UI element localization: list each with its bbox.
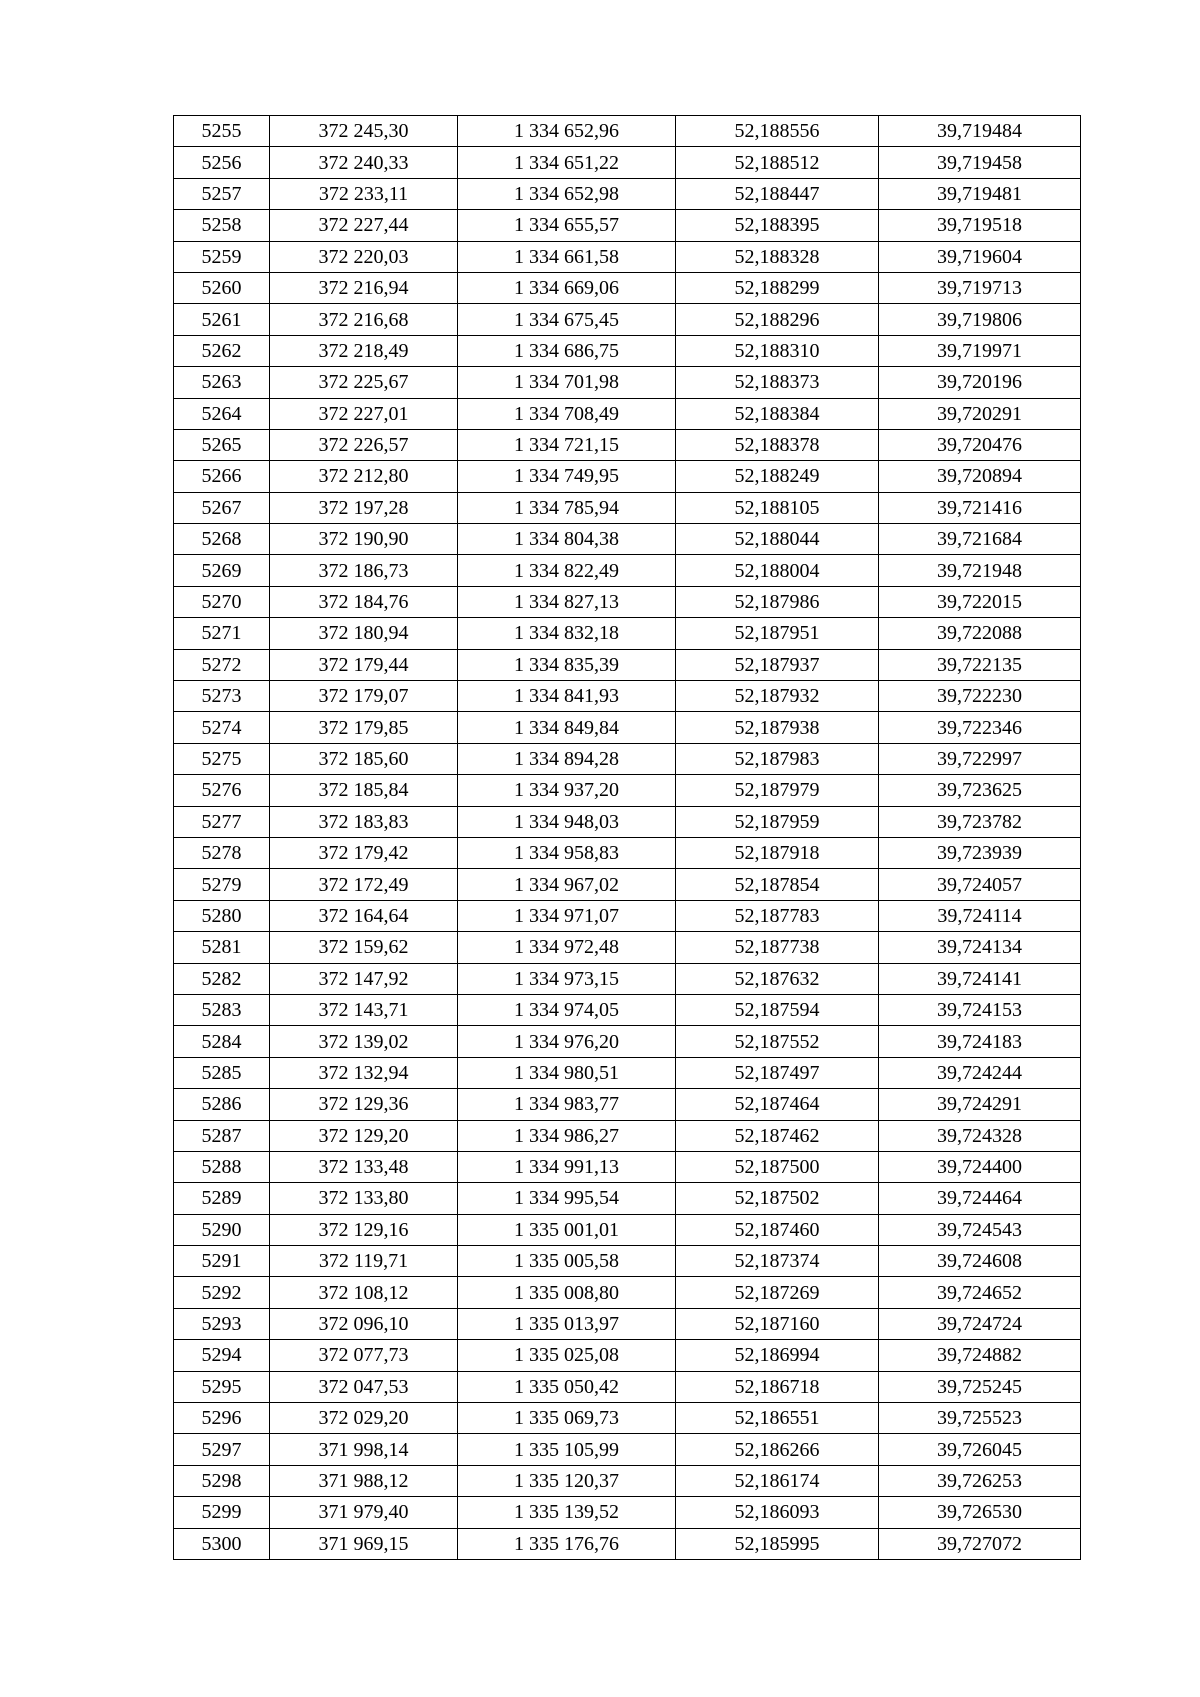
- longitude-cell: 39,724882: [879, 1340, 1081, 1371]
- latitude-cell: 52,187464: [676, 1089, 879, 1120]
- y-coordinate-cell: 1 334 986,27: [458, 1120, 676, 1151]
- y-coordinate-cell: 1 334 652,98: [458, 178, 676, 209]
- table-row: [174, 147, 1081, 178]
- longitude-cell: 39,725245: [879, 1371, 1081, 1402]
- x-coordinate-cell: 372 226,57: [270, 429, 458, 460]
- table-row: [174, 775, 1081, 806]
- point-number-cell: 5291: [174, 1246, 270, 1277]
- longitude-cell: 39,726253: [879, 1465, 1081, 1496]
- latitude-cell: 52,188328: [676, 241, 879, 272]
- table-row: [174, 1089, 1081, 1120]
- x-coordinate-cell: 372 119,71: [270, 1246, 458, 1277]
- latitude-cell: 52,186174: [676, 1465, 879, 1496]
- y-coordinate-cell: 1 334 894,28: [458, 743, 676, 774]
- longitude-cell: 39,724724: [879, 1308, 1081, 1339]
- point-number-cell: 5269: [174, 555, 270, 586]
- table-row: [174, 1120, 1081, 1151]
- longitude-cell: 39,727072: [879, 1528, 1081, 1559]
- table-row: [174, 524, 1081, 555]
- y-coordinate-cell: 1 334 972,48: [458, 932, 676, 963]
- latitude-cell: 52,187938: [676, 712, 879, 743]
- table-row: [174, 963, 1081, 994]
- x-coordinate-cell: 372 143,71: [270, 994, 458, 1025]
- table-row: [174, 1497, 1081, 1528]
- point-number-cell: 5276: [174, 775, 270, 806]
- y-coordinate-cell: 1 334 721,15: [458, 429, 676, 460]
- point-number-cell: 5289: [174, 1183, 270, 1214]
- latitude-cell: 52,186551: [676, 1403, 879, 1434]
- longitude-cell: 39,724153: [879, 994, 1081, 1025]
- latitude-cell: 52,187937: [676, 649, 879, 680]
- y-coordinate-cell: 1 334 974,05: [458, 994, 676, 1025]
- y-coordinate-cell: 1 334 973,15: [458, 963, 676, 994]
- x-coordinate-cell: 372 225,67: [270, 367, 458, 398]
- x-coordinate-cell: 372 077,73: [270, 1340, 458, 1371]
- y-coordinate-cell: 1 334 967,02: [458, 869, 676, 900]
- table-row: [174, 1340, 1081, 1371]
- y-coordinate-cell: 1 334 822,49: [458, 555, 676, 586]
- longitude-cell: 39,719713: [879, 272, 1081, 303]
- latitude-cell: 52,187462: [676, 1120, 879, 1151]
- latitude-cell: 52,188373: [676, 367, 879, 398]
- y-coordinate-cell: 1 334 983,77: [458, 1089, 676, 1120]
- longitude-cell: 39,724328: [879, 1120, 1081, 1151]
- table-row: [174, 1057, 1081, 1088]
- latitude-cell: 52,186093: [676, 1497, 879, 1528]
- x-coordinate-cell: 372 186,73: [270, 555, 458, 586]
- x-coordinate-cell: 372 220,03: [270, 241, 458, 272]
- point-number-cell: 5267: [174, 492, 270, 523]
- point-number-cell: 5290: [174, 1214, 270, 1245]
- longitude-cell: 39,719518: [879, 210, 1081, 241]
- y-coordinate-cell: 1 334 827,13: [458, 586, 676, 617]
- y-coordinate-cell: 1 334 675,45: [458, 304, 676, 335]
- point-number-cell: 5257: [174, 178, 270, 209]
- table-row: [174, 586, 1081, 617]
- table-row: [174, 1434, 1081, 1465]
- table-row: [174, 398, 1081, 429]
- x-coordinate-cell: 372 197,28: [270, 492, 458, 523]
- x-coordinate-cell: 372 216,94: [270, 272, 458, 303]
- x-coordinate-cell: 372 164,64: [270, 900, 458, 931]
- point-number-cell: 5285: [174, 1057, 270, 1088]
- y-coordinate-cell: 1 335 005,58: [458, 1246, 676, 1277]
- latitude-cell: 52,187160: [676, 1308, 879, 1339]
- y-coordinate-cell: 1 334 652,96: [458, 116, 676, 147]
- table-row: [174, 837, 1081, 868]
- y-coordinate-cell: 1 335 013,97: [458, 1308, 676, 1339]
- longitude-cell: 39,726530: [879, 1497, 1081, 1528]
- point-number-cell: 5259: [174, 241, 270, 272]
- table-row: [174, 304, 1081, 335]
- coordinates-table: [173, 115, 1081, 1560]
- latitude-cell: 52,188296: [676, 304, 879, 335]
- longitude-cell: 39,722230: [879, 681, 1081, 712]
- point-number-cell: 5292: [174, 1277, 270, 1308]
- point-number-cell: 5266: [174, 461, 270, 492]
- latitude-cell: 52,188249: [676, 461, 879, 492]
- table-row: [174, 649, 1081, 680]
- table-row: [174, 1183, 1081, 1214]
- latitude-cell: 52,187951: [676, 618, 879, 649]
- latitude-cell: 52,187500: [676, 1151, 879, 1182]
- y-coordinate-cell: 1 334 948,03: [458, 806, 676, 837]
- table-row: [174, 1214, 1081, 1245]
- table-row: [174, 461, 1081, 492]
- table-row: [174, 900, 1081, 931]
- point-number-cell: 5272: [174, 649, 270, 680]
- x-coordinate-cell: 372 212,80: [270, 461, 458, 492]
- coordinates-table-body: [174, 116, 1081, 1560]
- x-coordinate-cell: 372 179,07: [270, 681, 458, 712]
- longitude-cell: 39,719458: [879, 147, 1081, 178]
- y-coordinate-cell: 1 335 120,37: [458, 1465, 676, 1496]
- latitude-cell: 52,187932: [676, 681, 879, 712]
- table-row: [174, 1246, 1081, 1277]
- longitude-cell: 39,725523: [879, 1403, 1081, 1434]
- x-coordinate-cell: 372 245,30: [270, 116, 458, 147]
- latitude-cell: 52,186718: [676, 1371, 879, 1402]
- point-number-cell: 5296: [174, 1403, 270, 1434]
- y-coordinate-cell: 1 334 991,13: [458, 1151, 676, 1182]
- longitude-cell: 39,724464: [879, 1183, 1081, 1214]
- point-number-cell: 5282: [174, 963, 270, 994]
- longitude-cell: 39,724400: [879, 1151, 1081, 1182]
- y-coordinate-cell: 1 334 995,54: [458, 1183, 676, 1214]
- x-coordinate-cell: 372 129,20: [270, 1120, 458, 1151]
- table-row: [174, 932, 1081, 963]
- point-number-cell: 5255: [174, 116, 270, 147]
- x-coordinate-cell: 372 133,80: [270, 1183, 458, 1214]
- table-row: [174, 367, 1081, 398]
- x-coordinate-cell: 372 227,01: [270, 398, 458, 429]
- x-coordinate-cell: 372 179,85: [270, 712, 458, 743]
- x-coordinate-cell: 372 129,16: [270, 1214, 458, 1245]
- longitude-cell: 39,724141: [879, 963, 1081, 994]
- y-coordinate-cell: 1 335 001,01: [458, 1214, 676, 1245]
- latitude-cell: 52,187983: [676, 743, 879, 774]
- longitude-cell: 39,720291: [879, 398, 1081, 429]
- point-number-cell: 5281: [174, 932, 270, 963]
- longitude-cell: 39,723782: [879, 806, 1081, 837]
- latitude-cell: 52,187552: [676, 1026, 879, 1057]
- x-coordinate-cell: 372 108,12: [270, 1277, 458, 1308]
- x-coordinate-cell: 372 233,11: [270, 178, 458, 209]
- x-coordinate-cell: 372 185,60: [270, 743, 458, 774]
- longitude-cell: 39,724134: [879, 932, 1081, 963]
- y-coordinate-cell: 1 334 980,51: [458, 1057, 676, 1088]
- table-row: [174, 806, 1081, 837]
- longitude-cell: 39,720196: [879, 367, 1081, 398]
- x-coordinate-cell: 372 139,02: [270, 1026, 458, 1057]
- longitude-cell: 39,724652: [879, 1277, 1081, 1308]
- point-number-cell: 5288: [174, 1151, 270, 1182]
- latitude-cell: 52,188004: [676, 555, 879, 586]
- longitude-cell: 39,722135: [879, 649, 1081, 680]
- y-coordinate-cell: 1 334 971,07: [458, 900, 676, 931]
- y-coordinate-cell: 1 334 669,06: [458, 272, 676, 303]
- y-coordinate-cell: 1 334 841,93: [458, 681, 676, 712]
- table-row: [174, 1151, 1081, 1182]
- x-coordinate-cell: 371 998,14: [270, 1434, 458, 1465]
- y-coordinate-cell: 1 334 708,49: [458, 398, 676, 429]
- latitude-cell: 52,187783: [676, 900, 879, 931]
- longitude-cell: 39,720894: [879, 461, 1081, 492]
- latitude-cell: 52,187502: [676, 1183, 879, 1214]
- longitude-cell: 39,724608: [879, 1246, 1081, 1277]
- y-coordinate-cell: 1 334 661,58: [458, 241, 676, 272]
- longitude-cell: 39,724114: [879, 900, 1081, 931]
- x-coordinate-cell: 372 096,10: [270, 1308, 458, 1339]
- table-row: [174, 1026, 1081, 1057]
- longitude-cell: 39,724057: [879, 869, 1081, 900]
- x-coordinate-cell: 372 179,44: [270, 649, 458, 680]
- table-row: [174, 1465, 1081, 1496]
- y-coordinate-cell: 1 334 976,20: [458, 1026, 676, 1057]
- x-coordinate-cell: 372 147,92: [270, 963, 458, 994]
- latitude-cell: 52,187460: [676, 1214, 879, 1245]
- x-coordinate-cell: 372 183,83: [270, 806, 458, 837]
- x-coordinate-cell: 372 047,53: [270, 1371, 458, 1402]
- latitude-cell: 52,187269: [676, 1277, 879, 1308]
- table-row: [174, 1277, 1081, 1308]
- latitude-cell: 52,187374: [676, 1246, 879, 1277]
- point-number-cell: 5297: [174, 1434, 270, 1465]
- y-coordinate-cell: 1 335 069,73: [458, 1403, 676, 1434]
- longitude-cell: 39,719971: [879, 335, 1081, 366]
- latitude-cell: 52,188044: [676, 524, 879, 555]
- x-coordinate-cell: 371 988,12: [270, 1465, 458, 1496]
- x-coordinate-cell: 371 979,40: [270, 1497, 458, 1528]
- x-coordinate-cell: 372 179,42: [270, 837, 458, 868]
- latitude-cell: 52,187738: [676, 932, 879, 963]
- x-coordinate-cell: 372 159,62: [270, 932, 458, 963]
- table-row: [174, 681, 1081, 712]
- x-coordinate-cell: 372 227,44: [270, 210, 458, 241]
- longitude-cell: 39,724291: [879, 1089, 1081, 1120]
- point-number-cell: 5287: [174, 1120, 270, 1151]
- x-coordinate-cell: 372 132,94: [270, 1057, 458, 1088]
- table-row: [174, 994, 1081, 1025]
- latitude-cell: 52,188384: [676, 398, 879, 429]
- latitude-cell: 52,187986: [676, 586, 879, 617]
- y-coordinate-cell: 1 334 686,75: [458, 335, 676, 366]
- latitude-cell: 52,187918: [676, 837, 879, 868]
- point-number-cell: 5295: [174, 1371, 270, 1402]
- point-number-cell: 5284: [174, 1026, 270, 1057]
- table-row: [174, 555, 1081, 586]
- point-number-cell: 5275: [174, 743, 270, 774]
- point-number-cell: 5277: [174, 806, 270, 837]
- y-coordinate-cell: 1 335 008,80: [458, 1277, 676, 1308]
- y-coordinate-cell: 1 335 176,76: [458, 1528, 676, 1559]
- point-number-cell: 5265: [174, 429, 270, 460]
- x-coordinate-cell: 372 218,49: [270, 335, 458, 366]
- table-row: [174, 1403, 1081, 1434]
- longitude-cell: 39,722015: [879, 586, 1081, 617]
- latitude-cell: 52,188447: [676, 178, 879, 209]
- point-number-cell: 5258: [174, 210, 270, 241]
- longitude-cell: 39,721948: [879, 555, 1081, 586]
- point-number-cell: 5294: [174, 1340, 270, 1371]
- latitude-cell: 52,188395: [676, 210, 879, 241]
- longitude-cell: 39,722997: [879, 743, 1081, 774]
- longitude-cell: 39,721416: [879, 492, 1081, 523]
- longitude-cell: 39,724543: [879, 1214, 1081, 1245]
- longitude-cell: 39,722088: [879, 618, 1081, 649]
- point-number-cell: 5263: [174, 367, 270, 398]
- y-coordinate-cell: 1 335 105,99: [458, 1434, 676, 1465]
- y-coordinate-cell: 1 334 785,94: [458, 492, 676, 523]
- point-number-cell: 5300: [174, 1528, 270, 1559]
- x-coordinate-cell: 371 969,15: [270, 1528, 458, 1559]
- table-row: [174, 210, 1081, 241]
- x-coordinate-cell: 372 240,33: [270, 147, 458, 178]
- x-coordinate-cell: 372 129,36: [270, 1089, 458, 1120]
- longitude-cell: 39,721684: [879, 524, 1081, 555]
- point-number-cell: 5260: [174, 272, 270, 303]
- longitude-cell: 39,719806: [879, 304, 1081, 335]
- latitude-cell: 52,187979: [676, 775, 879, 806]
- longitude-cell: 39,723939: [879, 837, 1081, 868]
- longitude-cell: 39,722346: [879, 712, 1081, 743]
- point-number-cell: 5278: [174, 837, 270, 868]
- latitude-cell: 52,186994: [676, 1340, 879, 1371]
- point-number-cell: 5286: [174, 1089, 270, 1120]
- x-coordinate-cell: 372 185,84: [270, 775, 458, 806]
- x-coordinate-cell: 372 172,49: [270, 869, 458, 900]
- latitude-cell: 52,188299: [676, 272, 879, 303]
- x-coordinate-cell: 372 180,94: [270, 618, 458, 649]
- point-number-cell: 5283: [174, 994, 270, 1025]
- point-number-cell: 5268: [174, 524, 270, 555]
- x-coordinate-cell: 372 216,68: [270, 304, 458, 335]
- latitude-cell: 52,187959: [676, 806, 879, 837]
- table-row: [174, 272, 1081, 303]
- table-row: [174, 241, 1081, 272]
- y-coordinate-cell: 1 334 849,84: [458, 712, 676, 743]
- latitude-cell: 52,187594: [676, 994, 879, 1025]
- x-coordinate-cell: 372 190,90: [270, 524, 458, 555]
- point-number-cell: 5298: [174, 1465, 270, 1496]
- latitude-cell: 52,187632: [676, 963, 879, 994]
- longitude-cell: 39,719604: [879, 241, 1081, 272]
- point-number-cell: 5273: [174, 681, 270, 712]
- table-row: [174, 178, 1081, 209]
- table-row: [174, 116, 1081, 147]
- table-row: [174, 429, 1081, 460]
- y-coordinate-cell: 1 334 835,39: [458, 649, 676, 680]
- latitude-cell: 52,186266: [676, 1434, 879, 1465]
- point-number-cell: 5261: [174, 304, 270, 335]
- point-number-cell: 5299: [174, 1497, 270, 1528]
- latitude-cell: 52,188378: [676, 429, 879, 460]
- x-coordinate-cell: 372 133,48: [270, 1151, 458, 1182]
- longitude-cell: 39,724244: [879, 1057, 1081, 1088]
- table-row: [174, 869, 1081, 900]
- latitude-cell: 52,188556: [676, 116, 879, 147]
- y-coordinate-cell: 1 334 804,38: [458, 524, 676, 555]
- point-number-cell: 5271: [174, 618, 270, 649]
- longitude-cell: 39,719481: [879, 178, 1081, 209]
- y-coordinate-cell: 1 334 937,20: [458, 775, 676, 806]
- table-row: [174, 1308, 1081, 1339]
- y-coordinate-cell: 1 334 651,22: [458, 147, 676, 178]
- x-coordinate-cell: 372 184,76: [270, 586, 458, 617]
- point-number-cell: 5274: [174, 712, 270, 743]
- y-coordinate-cell: 1 335 139,52: [458, 1497, 676, 1528]
- x-coordinate-cell: 372 029,20: [270, 1403, 458, 1434]
- point-number-cell: 5264: [174, 398, 270, 429]
- longitude-cell: 39,724183: [879, 1026, 1081, 1057]
- latitude-cell: 52,188310: [676, 335, 879, 366]
- y-coordinate-cell: 1 334 655,57: [458, 210, 676, 241]
- table-row: [174, 618, 1081, 649]
- point-number-cell: 5270: [174, 586, 270, 617]
- table-row: [174, 712, 1081, 743]
- latitude-cell: 52,188105: [676, 492, 879, 523]
- point-number-cell: 5279: [174, 869, 270, 900]
- y-coordinate-cell: 1 335 025,08: [458, 1340, 676, 1371]
- y-coordinate-cell: 1 334 701,98: [458, 367, 676, 398]
- table-row: [174, 492, 1081, 523]
- longitude-cell: 39,720476: [879, 429, 1081, 460]
- longitude-cell: 39,726045: [879, 1434, 1081, 1465]
- table-row: [174, 1528, 1081, 1559]
- table-row: [174, 1371, 1081, 1402]
- longitude-cell: 39,719484: [879, 116, 1081, 147]
- table-row: [174, 743, 1081, 774]
- latitude-cell: 52,187854: [676, 869, 879, 900]
- y-coordinate-cell: 1 335 050,42: [458, 1371, 676, 1402]
- point-number-cell: 5280: [174, 900, 270, 931]
- y-coordinate-cell: 1 334 958,83: [458, 837, 676, 868]
- table-row: [174, 335, 1081, 366]
- point-number-cell: 5256: [174, 147, 270, 178]
- y-coordinate-cell: 1 334 832,18: [458, 618, 676, 649]
- latitude-cell: 52,187497: [676, 1057, 879, 1088]
- latitude-cell: 52,185995: [676, 1528, 879, 1559]
- point-number-cell: 5262: [174, 335, 270, 366]
- y-coordinate-cell: 1 334 749,95: [458, 461, 676, 492]
- latitude-cell: 52,188512: [676, 147, 879, 178]
- point-number-cell: 5293: [174, 1308, 270, 1339]
- longitude-cell: 39,723625: [879, 775, 1081, 806]
